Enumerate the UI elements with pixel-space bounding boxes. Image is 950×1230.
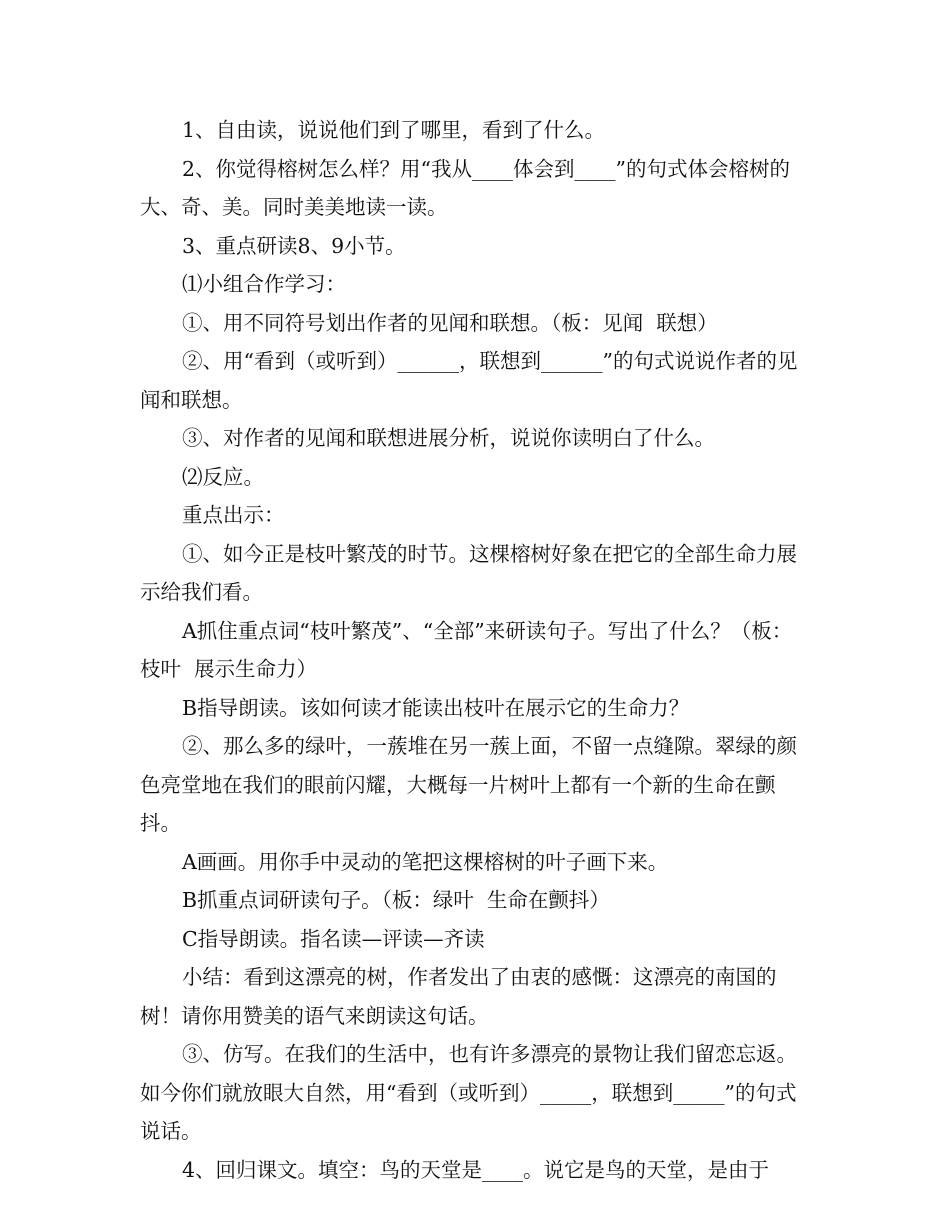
paragraph-6: ②、用“看到（或听到）______，联想到______”的句式说说作者的见闻和联想。 [140,349,798,412]
paragraph-4: ⑴小组合作学习： [182,272,346,296]
paragraph-11: A抓住重点词“枝叶繁茂”、“全部”来研读句子。写出了什么？（板：枝叶 展示生命力） [140,618,793,681]
document-body [140,111,812,1189]
paragraph-3: 3、重点研读8、9小节。 [182,233,406,258]
paragraph-17: 小结：看到这漂亮的树，作者发出了由衷的感慨：这漂亮的南国的树！请你用赞美的语气来朗读这句话。 [140,965,777,1028]
paragraph-2: 2、你觉得榕树怎么样？用“我从____体会到____”的句式体会榕树的大、奇、美。同时美美地读一读。 [140,156,791,219]
paragraph-18: ③、仿写。在我们的生活中，也有许多漂亮的景物让我们留恋忘返。如今你们就放眼大自然，用“看到（或听到）_____，联想到_____”的句式说话。 [140,1042,797,1143]
paragraph-10: ①、如今正是枝叶繁茂的时节。这棵榕树好象在把它的全部生命力展示给我们看。 [140,541,797,604]
paragraph-1: 1、自由读，说说他们到了哪里，看到了什么。 [182,118,606,142]
paragraph-7: ③、对作者的见闻和联想进展分析，说说你读明白了什么。 [182,426,715,450]
paragraph-13: ②、那么多的绿叶，一蔟堆在另一蔟上面，不留一点缝隙。翠绿的颜色亮堂地在我们的眼前闪耀，大概每一片树叶上都有一个新的生命在颤抖。 [140,734,797,835]
paragraph-5: ①、用不同符号划出作者的见闻和联想。（板：见闻 联想） [182,310,718,335]
paragraph-19: 4、回归课文。填空：鸟的天堂是____。说它是鸟的天堂，是由于 [182,1157,770,1182]
paragraph-12: B指导朗读。该如何读才能读出枝叶在展示它的生命力？ [182,695,690,720]
paragraph-8: ⑵反应。 [182,464,264,489]
paragraph-16: C指导朗读。指名读—评读—齐读 [182,926,485,951]
paragraph-14: A画画。用你手中灵动的笔把这棵榕树的叶子画下来。 [182,849,669,874]
paragraph-15: B抓重点词研读句子。（板：绿叶 生命在颤抖） [182,888,610,912]
paragraph-9: 重点出示： [182,503,285,527]
